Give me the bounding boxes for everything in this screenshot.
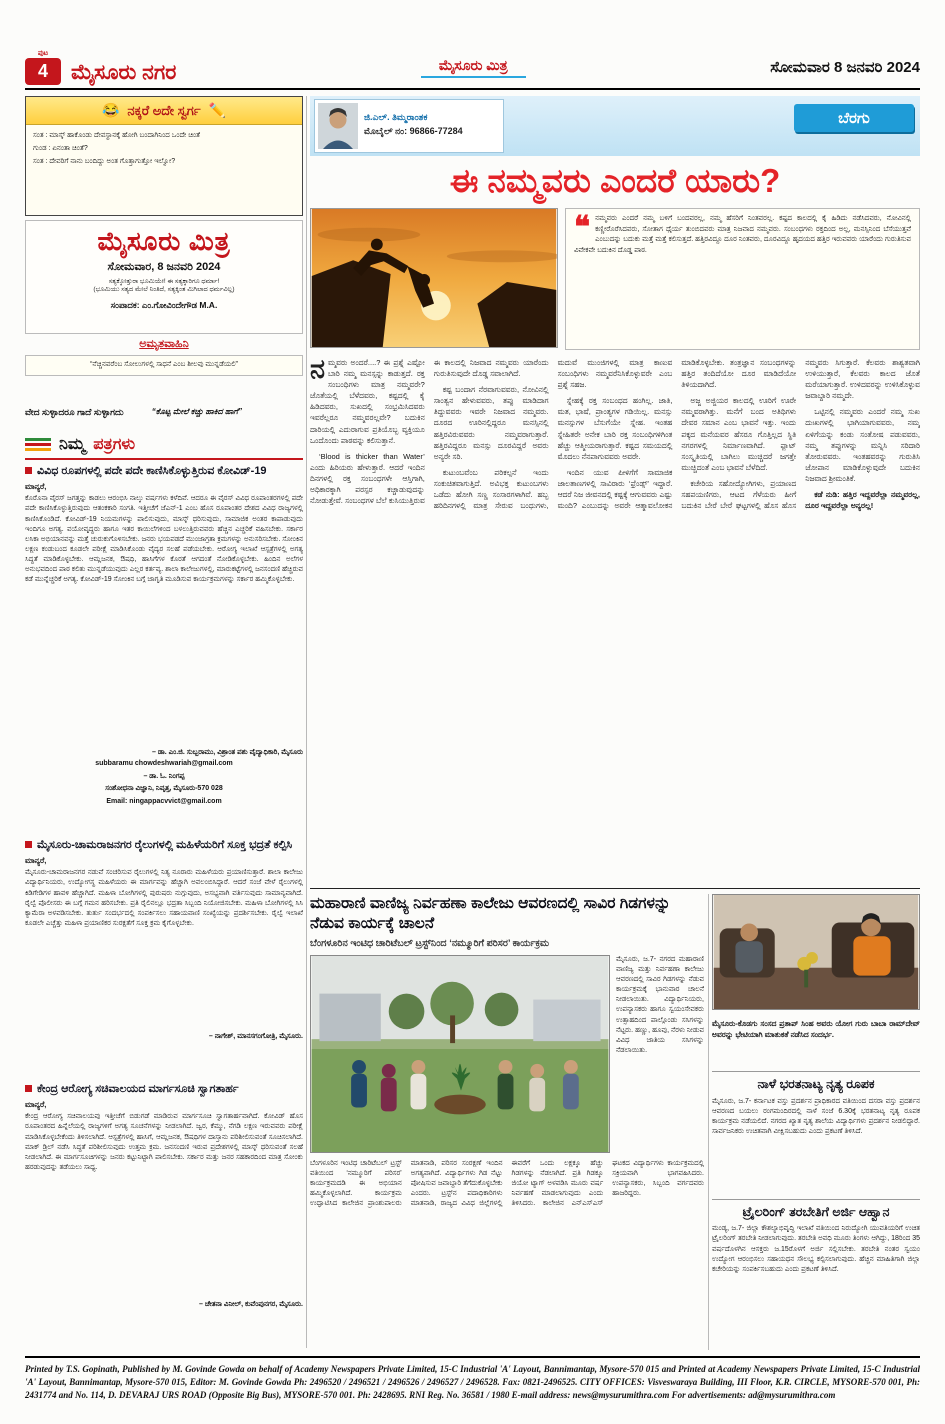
- opinion-paragraph: ಕುಟುಂಬವೆಂಬ ಪರಿಕಲ್ಪನೆ ಇಂದು ಸಂಕುಚಿತವಾಗುತ್ತಿದೆ. ಅವಿಭಕ್ತ ಕುಟುಂಬಗಳು ಒಡೆದು ಹೋಗಿ ಸಣ್ಣ ಸಂಸಾರಗಳಾಗಿವೆ. ಹಬ್ಬ ಹರಿದಿನಗಳಲ್ಲಿ ಮಾತ್ರ ಸೇರುವ ಬಂಧುಗಳು, ಮದುವೆ ಮುಂಜಿಗಳಲ್ಲಿ ಮಾತ್ರ ಕಾಣುವ ಸಂಬಂಧಿಗಳು ನಮ್ಮವರೆನಿಸಿಕೊಳ್ಳುವರೇ ಎಂಬ ಪ್ರಶ್ನೆ ಸಹಜ.: [433, 358, 673, 511]
- letter-1-headline: ವಿವಿಧ ರೂಪಗಳಲ್ಲಿ ಪದೇ ಪದೇ ಕಾಣಿಸಿಕೊಳ್ಳುತ್ತಿರುವ ಕೋವಿಡ್-19: [37, 465, 267, 477]
- joke-line: ಸಂತ : ಮಾಸ್ಕ್ ಹಾಕೊಂಡು ದೇವಸ್ಥಾನಕ್ಕೆ ಹೋಗಿ ಬಂದಾಗಿನಿಂದ ಒಂದೇ ಚಿಂತೆ: [33, 132, 201, 139]
- laughing-emoji-icon: 😂: [101, 102, 120, 118]
- edition-date: ಸೋಮವಾರ 8 ಜನವರಿ 2024: [770, 58, 920, 76]
- letter-3-salutation: ಮಾನ್ಯರೆ,: [25, 1100, 47, 1110]
- masthead-motto: ಸತ್ಯಕ್ಕೋತ್ತುರಾ ಭೂಮಿಯೇ! ಈ ಸತ್ಯಕ್ಕಾರಿಗೂ ಧರ್ಮಾ!: [108, 278, 220, 285]
- right-column: [712, 894, 920, 1352]
- planting-lead-text: ಮೈಸೂರು, ಜ.7- ನಗರದ ಮಹಾರಾಣಿ ವಾಣಿಜ್ಯ ಮತ್ತು ನಿರ್ವಹಣಾ ಕಾಲೇಜು ಆವರಣದಲ್ಲಿ ಸಾವಿರ ಗಿಡಗಳನ್ನು ನೆಡುವ ಕಾರ್ಯಕ್ರಮಕ್ಕೆ ಭಾನುವಾರ ಚಾಲನೆ ನೀಡಲಾಯಿತು. ವಿದ್ಯಾರ್ಥಿನಿಯರು, ಉಪನ್ಯಾಸಕರು ಹಾಗೂ ಸ್ವಯಂಸೇವಕರು ಉತ್ಸಾಹದಿಂದ ಪಾಲ್ಗೊಂಡು ಸಸಿಗಳನ್ನು ನೆಟ್ಟರು. ಹಣ್ಣು, ಹೂವು, ನೆರಳು ನೀಡುವ ವಿವಿಧ ಜಾತಿಯ ಸಸಿಗಳನ್ನು ನೆಡಲಾಯಿತು.: [616, 955, 704, 1054]
- quote-icon: ❝: [574, 211, 591, 244]
- bullet-square-icon: [25, 841, 32, 848]
- letters-title-word2: ಪತ್ರಗಳು: [93, 435, 136, 453]
- letter-1: [25, 464, 303, 832]
- letter-2-salutation: ಮಾನ್ಯರೆ,: [25, 856, 47, 866]
- publisher-imprint: Printed by T.S. Gopinath, Published by M. Govinde Gowda on behalf of Academy Newspapers Private Limited, 15-C Industrial 'A' Layout, Bannimantap, Mysore-570 015 and Printed at Academy Newspapers Private Limited, 15-C Industrial 'A' Layout, Bannimantap, Mysore-570 015, Editor: M. Govinde Gowda Ph: 2496520 / 2496521 / 2496526 / 2496527 / 2496528. Fax: 0821-2496525. CITY OFFICES: Visveswaraya Building, III Floor, K.R. CIRCLE, MYSORE-570 001, Ph: 2431774 and No. 114, D. DEVARAJ URS ROAD (Opposite Big Bus), MYSORE-570 001. Ph: 2428695. RNI Reg. No. 36581 / 1980 E-mail address: news@mysurumithra.com For advertisements: ad@mysurumithra.com: [25, 1356, 920, 1402]
- helping-hand-sunset-photo: [310, 208, 558, 348]
- page-number-label: ಪುಟ: [37, 49, 49, 57]
- letter-1-cosigner-title: ಸಂಶೋಧನಾ ವಿಜ್ಞಾನಿ, ನಿವೃತ್ತ, ಮೈಸೂರು-570 028: [105, 785, 223, 793]
- joke-line: ಗುಂಡ : ಏನಂತಾ ಚಿಂತೆ?: [33, 145, 88, 153]
- planting-headline: ಮಹಾರಾಣಿ ವಾಣಿಜ್ಯ ನಿರ್ವಹಣಾ ಕಾಲೇಜು ಆವರಣದಲ್ಲಿ ಸಾವಿರ ಗಿಡಗಳನ್ನು ನೆಡುವ ಕಾರ್ಯಕ್ಕೆ ಚಾಲನೆ: [310, 895, 671, 932]
- letter-1-email: subbaramu chowdeshwariah@gmail.com: [95, 760, 233, 768]
- bharatanatya-body: ಮೈಸೂರು, ಜ.7- ಕರ್ನಾಟಕ ವಸ್ತು ಪ್ರದರ್ಶನ ಪ್ರಾಧಿಕಾರದ ವತಿಯಿಂದ ದಸರಾ ವಸ್ತು ಪ್ರದರ್ಶನ ಆವರಣದ ಬಯಲು ರಂಗಮಂದಿರದಲ್ಲಿ ನಾಳೆ ಸಂಜೆ 6.30ಕ್ಕೆ ಭರತನಾಟ್ಯ ನೃತ್ಯ ರೂಪಕ ಕಾರ್ಯಕ್ರಮ ನಡೆಯಲಿದೆ. ನಗರದ ಖ್ಯಾತ ನೃತ್ಯ ಶಾಲೆಯ ವಿದ್ಯಾರ್ಥಿಗಳು ಪ್ರದರ್ಶನ ನೀಡಲಿದ್ದಾರೆ. ಸಾರ್ವಜನಿಕರು ಉಚಿತವಾಗಿ ವೀಕ್ಷಿಸಬಹುದು ಎಂದು ಪ್ರಕಟಣೆ ತಿಳಿಸಿದೆ.: [712, 1097, 920, 1136]
- tree-planting-photo: [310, 955, 610, 1153]
- masthead-box: [25, 220, 303, 334]
- letter-3-headline: ಕೇಂದ್ರ ಆರೋಗ್ಯ ಸಚಿವಾಲಯದ ಮಾರ್ಗಸೂಚಿ ಸ್ವಾಗತಾರ್ಹ: [37, 1083, 239, 1095]
- meeting-photo-caption: ಮೈಸೂರು-ಕೊಡಗು ಸಂಸದ ಪ್ರತಾಪ್ ಸಿಂಹ ಅವರು ಯೋಗ ಗುರು ಬಾಬಾ ರಾಮ್‌ದೇವ್ ಅವರನ್ನು ಭೇಟಿಯಾಗಿ ಮಾತುಕತೆ ನಡೆಸಿದ ಸಂದರ್ಭ.: [712, 1019, 920, 1039]
- opinion-paragraph: ಒಟ್ಟಿನಲ್ಲಿ ನಮ್ಮವರು ಎಂದರೆ ನಮ್ಮ ಸುಖ ದುಃಖಗಳಲ್ಲಿ ಭಾಗಿಯಾಗುವವರು, ನಮ್ಮ ಏಳಿಗೆಯನ್ನು ಕಂಡು ಸಂತೋಷ ಪಡುವವರು, ನಮ್ಮ ತಪ್ಪುಗಳನ್ನು ಮನ್ನಿಸಿ ಸರಿದಾರಿ ತೋರುವವರು. ಇಂತಹವರನ್ನು ಗುರುತಿಸಿ ಜೋಪಾನ ಮಾಡಿಕೊಳ್ಳುವುದೇ ಬದುಕಿನ ನಿಜವಾದ ಶ್ರೀಮಂತಿಕೆ.: [805, 407, 920, 483]
- letter-1-salutation: ಮಾನ್ಯರೆ,: [25, 482, 47, 492]
- opinion-paragraph: ಅಜ್ಜ ಅಜ್ಜಿಯರ ಕಾಲದಲ್ಲಿ ಊರಿಗೆ ಊರೇ ನಮ್ಮವರಾಗಿತ್ತು. ಮನೆಗೆ ಬಂದ ಅತಿಥಿಗಳು ದೇವರ ಸಮಾನ ಎಂಬ ಭಾವನೆ ಇತ್ತು. ಇಂದು ಪಕ್ಕದ ಮನೆಯವರ ಹೆಸರೂ ಗೊತ್ತಿಲ್ಲದ ಸ್ಥಿತಿ ನಗರಗಳಲ್ಲಿ ನಿರ್ಮಾಣವಾಗಿದೆ. ಫ್ಲಾಟ್ ಸಂಸ್ಕೃತಿಯಲ್ಲಿ ಬಾಗಿಲು ಮುಚ್ಚಿದರೆ ಜಗತ್ತೇ ಮುಚ್ಚಿದಂತೆ ಎಂಬ ಭಾವನೆ ಬೆಳೆದಿದೆ.: [681, 396, 797, 472]
- letter-1-body: ಕೊರೊನಾ ವೈರಸ್ ಜಗತ್ತನ್ನು ಕಾಡಲು ಆರಂಭಿಸಿ ನಾಲ್ಕು ವರ್ಷಗಳು ಕಳೆದಿವೆ. ಆದರೂ ಈ ವೈರಸ್ ವಿವಿಧ ರೂಪಾಂತರಗಳಲ್ಲಿ ಪದೇ ಪದೇ ಕಾಣಿಸಿಕೊಳ್ಳುತ್ತಿರುವುದು ಆತಂಕಕಾರಿ ಸಂಗತಿ. ಇತ್ತೀಚೆಗೆ ಜೆಎನ್-1 ಎಂಬ ಹೊಸ ರೂಪಾಂತರ ದೇಶದ ವಿವಿಧ ರಾಜ್ಯಗಳಲ್ಲಿ ಕಾಣಿಸಿಕೊಂಡಿದೆ. ಕೋವಿಡ್-19 ನಿಯಮಗಳನ್ನು ಪಾಲಿಸುವುದು, ಮಾಸ್ಕ್ ಧರಿಸುವುದು, ಸಾಮಾಜಿಕ ಅಂತರ ಕಾಪಾಡುವುದು ಇಂದಿಗೂ ಅಗತ್ಯ. ವಯೋವೃದ್ಧರು ಹಾಗೂ ಇತರ ಕಾಯಿಲೆಗಳಿಂದ ಬಳಲುತ್ತಿರುವವರು ಹೆಚ್ಚಿನ ಎಚ್ಚರಿಕೆ ವಹಿಸಬೇಕು. ಸರ್ಕಾರ ಲಸಿಕಾ ಅಭಿಯಾನವನ್ನು ಮತ್ತೆ ಚುರುಕುಗೊಳಿಸಬೇಕು. ಜನರು ಭಯಪಡದೆ ಮುಂಜಾಗ್ರತಾ ಕ್ರಮಗಳನ್ನು ಅನುಸರಿಸಬೇಕು. ಸೋಂಕಿನ ಲಕ್ಷಣ ಕಂಡುಬಂದ ಕೂಡಲೇ ಪರೀಕ್ಷೆ ಮಾಡಿಸಿಕೊಂಡು ವೈದ್ಯರ ಸಲಹೆ ಪಡೆಯಬೇಕು. ಆರೋಗ್ಯ ಇಲಾಖೆ ಆಸ್ಪತ್ರೆಗಳಲ್ಲಿ ಅಗತ್ಯ ಸಿದ್ಧತೆ ಮಾಡಿಕೊಳ್ಳಬೇಕು. ಆಮ್ಲಜನಕ, ಔಷಧಿ, ಹಾಸಿಗೆಗಳ ಕೊರತೆ ಆಗದಂತೆ ನೋಡಿಕೊಳ್ಳಬೇಕು. ಹಿಂದಿನ ಅಲೆಗಳ ಅನುಭವದಿಂದ ಪಾಠ ಕಲಿತು ಮುನ್ನಡೆಯುವುದು ಎಲ್ಲರ ಕರ್ತವ್ಯ. ಶಾಲಾ ಕಾಲೇಜುಗಳಲ್ಲಿ, ಮಾರುಕಟ್ಟೆಗಳಲ್ಲಿ ಜನಸಂದಣಿ ಹೆಚ್ಚಿರುವ ಕಡೆ ಮುನ್ನೆಚ್ಚರಿಕೆ ಅಗತ್ಯ. ಕೋವಿಡ್-19 ಸೋಂಕಿನ ಬಗ್ಗೆ ಜಾಗೃತಿ ಮೂಡಿಸುವ ಕಾರ್ಯಕ್ರಮಗಳನ್ನು ಸರ್ಕಾರ ಹಮ್ಮಿಕೊಳ್ಳಬೇಕು.: [25, 495, 303, 584]
- author-photo: [318, 103, 358, 149]
- proverb-block: [25, 394, 303, 430]
- author-mobile: ಮೊಬೈಲ್ ನಂ: 96866-77284: [364, 125, 463, 136]
- letter-1-cosigner-email: Email: ningappacvvict@gmail.com: [106, 797, 222, 805]
- letter-2-headline: ಮೈಸೂರು-ಚಾಮರಾಜನಗರ ರೈಲುಗಳಲ್ಲಿ ಮಹಿಳೆಯರಿಗೆ ಸೂಕ್ತ ಭದ್ರತೆ ಕಲ್ಪಿಸಿ: [37, 839, 293, 851]
- masthead-motto-translation: (ಭೂಮಿಯು ಸತ್ಯದ ಮೇಲೆ ನಿಂತಿದೆ, ಸತ್ಯಕ್ಕಿಂತ ಮಿಗಿಲಾದ ಧರ್ಮವಿಲ್ಲ): [93, 286, 235, 293]
- masthead-small: ಮೈಸೂರು ಮಿತ್ರ: [421, 57, 526, 78]
- opinion-paragraph: ಇಂದಿನ ಯುವ ಪೀಳಿಗೆಗೆ ಸಾಮಾಜಿಕ ಜಾಲತಾಣಗಳಲ್ಲಿ ಸಾವಿರಾರು ‘ಫ್ರೆಂಡ್ಸ್’ ಇದ್ದಾರೆ. ಆದರೆ ನಿಜ ಜೀವನದಲ್ಲಿ ಕಷ್ಟಕ್ಕೆ ಆಗುವವರು ಎಷ್ಟು ಮಂದಿ? ಎಂಬುದನ್ನು ಅವರೇ ಆತ್ಮಾವಲೋಕನ ಮಾಡಿಕೊಳ್ಳಬೇಕು. ತಂತ್ರಜ್ಞಾನ ಸಂಬಂಧಗಳನ್ನು ಹತ್ತಿರ ತಂದಿದೆಯೋ ದೂರ ಮಾಡಿದೆಯೋ ತಿಳಿಯದಾಗಿದೆ.: [557, 358, 797, 511]
- letter-1-cosigner: – ಡಾ. ಓ. ನಿಂಗಪ್ಪ: [143, 772, 185, 780]
- column-rule-2: [708, 894, 709, 1350]
- joke-box-title: ನಕ್ಕರೆ ಅದೇ ಸ್ವರ್ಗ: [127, 102, 201, 118]
- bharatanatya-headline: ನಾಳೆ ಭರತನಾಟ್ಯ ನೃತ್ಯ ರೂಪಕ: [757, 1077, 875, 1091]
- opinion-paragraph: ಸ್ನೇಹಕ್ಕೆ ರಕ್ತ ಸಂಬಂಧದ ಹಂಗಿಲ್ಲ. ಜಾತಿ, ಮತ, ಭಾಷೆ, ಪ್ರಾಂತ್ಯಗಳ ಗಡಿಯಿಲ್ಲ. ಮನಸ್ಸು ಮನಸ್ಸುಗಳ ಬೆಸುಗೆಯೇ ಸ್ನೇಹ. ಇಂತಹ ಸ್ನೇಹಿತರೇ ಅನೇಕ ಬಾರಿ ರಕ್ತ ಸಂಬಂಧಿಗಳಿಗಿಂತ ಹೆಚ್ಚು ಆತ್ಮೀಯರಾಗುತ್ತಾರೆ. ಕಷ್ಟದ ಸಮಯದಲ್ಲಿ ಮೊದಲು ನೆನಪಾಗುವವರು ಅವರೇ.: [557, 396, 673, 461]
- section-divider-rule: [310, 888, 920, 889]
- masthead-date: ಸೋಮವಾರ, 8 ಜನವರಿ 2024: [107, 261, 221, 273]
- proverb-quote: “ಕೊಟ್ಟ ಮೇಲೆ ಕಚ್ಚು ಹಾಕಿದ ಹಾಗೆ”: [151, 406, 242, 416]
- tree-planting-article: [310, 894, 704, 1352]
- masthead-title: ಮೈಸೂರು ಮಿತ್ರ: [97, 227, 231, 256]
- tailoring-body: ಮಂಡ್ಯ, ಜ.7- ಜಿಲ್ಲಾ ಕೌಶಲ್ಯಾಭಿವೃದ್ಧಿ ಇಲಾಖೆ ವತಿಯಿಂದ ನಿರುದ್ಯೋಗಿ ಯುವತಿಯರಿಗೆ ಉಚಿತ ಟ್ರೈಲರಿಂಗ್ ತರಬೇತಿ ನೀಡಲಾಗುವುದು. ತರಬೇತಿ ಅವಧಿ ಮೂರು ತಿಂಗಳು ಆಗಿದ್ದು, 18ರಿಂದ 35 ವರ್ಷದೊಳಗಿನ ಆಸಕ್ತರು ಜ.15ರೊಳಗೆ ಅರ್ಜಿ ಸಲ್ಲಿಸಬೇಕು. ತರಬೇತಿ ನಂತರ ಸ್ವಯಂ ಉದ್ಯೋಗ ಆರಂಭಿಸಲು ಸಹಾಯಧನ ಸೌಲಭ್ಯ ಕಲ್ಪಿಸಲಾಗುವುದು. ಹೆಚ್ಚಿನ ಮಾಹಿತಿಗಾಗಿ ಜಿಲ್ಲಾ ಕಚೇರಿಯನ್ನು ಸಂಪರ್ಕಿಸಬಹುದು ಎಂದು ಪ್ರಕಟಣೆ ತಿಳಿಸಿದೆ.: [712, 1225, 920, 1273]
- editor-line: ಸಂಪಾದಕ: ಎಂ.ಗೋವಿಂದೇಗೌಡ M.A.: [110, 300, 218, 310]
- column-kicker-badge: ಬೆರಗು: [794, 104, 914, 132]
- letters-section-header: [25, 434, 303, 460]
- page-number-badge: 4: [25, 58, 61, 85]
- tailoring-article: [712, 1199, 920, 1352]
- opinion-article: [310, 96, 920, 884]
- letter-2: [25, 838, 303, 1076]
- decorative-stripes-icon: [25, 438, 51, 451]
- letters-title-word1: ನಿಮ್ಮ: [59, 435, 86, 453]
- bharatanatya-article: [712, 1071, 920, 1193]
- amruthavahini-quote: “ನೆಚ್ಚಿನವರೆಂಬ ಸೋಲುಗಳಲ್ಲಿ ಸಾಧನೆ ಎಂಬ ಶೀಲವು ಮುನ್ನಡೆಯಲಿ”: [25, 355, 303, 376]
- planting-body: ಬೆಂಗಳೂರಿನ ಇಂಟಿಧ ಚಾರಿಟೆಬಲ್ ಟ್ರಸ್ಟ್ ವತಿಯಿಂದ ‘ನಮ್ಮೂರಿಗೆ ಪರಿಸರ’ ಕಾರ್ಯಕ್ರಮದಡಿ ಈ ಅಭಿಯಾನ ಹಮ್ಮಿಕೊಳ್ಳಲಾಗಿದೆ. ಕಾರ್ಯಕ್ರಮ ಉದ್ಘಾಟಿಸಿದ ಕಾಲೇಜಿನ ಪ್ರಾಂಶುಪಾಲರು ಮಾತನಾಡಿ, ಪರಿಸರ ಸಂರಕ್ಷಣೆ ಇಂದಿನ ಅಗತ್ಯವಾಗಿದೆ. ವಿದ್ಯಾರ್ಥಿಗಳು ಗಿಡ ನೆಟ್ಟು ಪೋಷಿಸುವ ಜವಾಬ್ದಾರಿ ತೆಗೆದುಕೊಳ್ಳಬೇಕು ಎಂದರು. ಟ್ರಸ್ಟ್‌ನ ಪದಾಧಿಕಾರಿಗಳು ಮಾತನಾಡಿ, ರಾಜ್ಯದ ವಿವಿಧ ಜಿಲ್ಲೆಗಳಲ್ಲಿ ಈವರೆಗೆ ಒಂದು ಲಕ್ಷಕ್ಕೂ ಹೆಚ್ಚು ಗಿಡಗಳನ್ನು ನೆಡಲಾಗಿದೆ. ಪ್ರತಿ ಗಿಡಕ್ಕೂ ಜಿಯೋ ಟ್ಯಾಗ್ ಅಳವಡಿಸಿ ಮೂರು ವರ್ಷ ನಿರ್ವಹಣೆ ಮಾಡಲಾಗುವುದು ಎಂದು ತಿಳಿಸಿದರು. ಕಾಲೇಜಿನ ಎನ್‌ಎಸ್‌ಎಸ್ ಘಟಕದ ವಿದ್ಯಾರ್ಥಿಗಳು ಕಾರ್ಯಕ್ರಮದಲ್ಲಿ ಸಕ್ರಿಯವಾಗಿ ಭಾಗವಹಿಸಿದರು. ಉಪನ್ಯಾಸಕರು, ಸಿಬ್ಬಂದಿ ವರ್ಗದವರು ಹಾಜರಿದ್ದರು.: [310, 1159, 704, 1208]
- joke-box: [25, 96, 303, 216]
- author-card: [314, 99, 504, 153]
- letter-3-signature: – ಚೇತನಾ ವಿನೀಲ್, ಕುವೆಂಪುನಗರ, ಮೈಸೂರು.: [199, 1301, 303, 1309]
- opinion-paragraph: ಕಷ್ಟ ಬಂದಾಗ ನೆರವಾಗುವವರು, ನೋವಿನಲ್ಲಿ ಸಾಂತ್ವನ ಹೇಳುವವರು, ತಪ್ಪು ಮಾಡಿದಾಗ ತಿದ್ದುವವರು ಇವರೇ ನಿಜವಾದ ನಮ್ಮವರು. ದೂರದ ಊರಿನಲ್ಲಿದ್ದರೂ ಮನಸ್ಸಿನಲ್ಲಿ ಹತ್ತಿರವಿರುವವರು ನಮ್ಮವರಾಗುತ್ತಾರೆ. ಹತ್ತಿರವಿದ್ದರೂ ಮನಸ್ಸು ದೂರವಿದ್ದರೆ ಅವರು ಅನ್ಯರೇ ಸರಿ.: [433, 385, 549, 461]
- column-rule: [306, 96, 307, 1348]
- amruthavahini-label: ಅಮೃತವಾಹಿನಿ: [139, 338, 189, 350]
- bullet-square-icon: [25, 1085, 32, 1092]
- letter-2-body: ಮೈಸೂರು-ಚಾಮರಾಜನಗರ ನಡುವೆ ಸಂಚರಿಸುವ ರೈಲುಗಳಲ್ಲಿ ನಿತ್ಯ ನೂರಾರು ಮಹಿಳೆಯರು ಪ್ರಯಾಣಿಸುತ್ತಾರೆ. ಶಾಲಾ ಕಾಲೇಜು ವಿದ್ಯಾರ್ಥಿನಿಯರು, ಉದ್ಯೋಗಸ್ಥ ಮಹಿಳೆಯರು ಈ ಮಾರ್ಗವನ್ನು ಹೆಚ್ಚಾಗಿ ಅವಲಂಬಿಸಿದ್ದಾರೆ. ಆದರೆ ಸಂಜೆ ವೇಳೆ ರೈಲುಗಳಲ್ಲಿ ಕಿಡಿಗೇಡಿಗಳ ಹಾವಳಿ ಹೆಚ್ಚಾಗಿದೆ. ಮಹಿಳಾ ಬೋಗಿಗಳಲ್ಲಿ ಪುರುಷರು ನುಗ್ಗುವುದು, ಅಸಭ್ಯವಾಗಿ ವರ್ತಿಸುವುದು ಸಾಮಾನ್ಯವಾಗಿದೆ. ರೈಲ್ವೆ ಪೊಲೀಸರು ಈ ಬಗ್ಗೆ ಗಮನ ಹರಿಸಬೇಕು. ಪ್ರತಿ ರೈಲಿನಲ್ಲೂ ಭದ್ರತಾ ಸಿಬ್ಬಂದಿ ನಿಯೋಜಿಸಬೇಕು. ಮಹಿಳಾ ಬೋಗಿಗಳಲ್ಲಿ ಸಿಸಿ ಕ್ಯಾಮೆರಾ ಅಳವಡಿಸಬೇಕು. ತುರ್ತು ಸಂದರ್ಭದಲ್ಲಿ ಸಂಪರ್ಕಿಸಲು ಸಹಾಯವಾಣಿ ಸಂಖ್ಯೆಯನ್ನು ಪ್ರದರ್ಶಿಸಬೇಕು. ರೈಲ್ವೆ ಇಲಾಖೆ ಕೂಡಲೇ ಎಚ್ಚೆತ್ತು ಮಹಿಳಾ ಪ್ರಯಾಣಿಕರ ಸುರಕ್ಷತೆಗೆ ಸೂಕ್ತ ಕ್ರಮ ಕೈಗೊಳ್ಳಬೇಕು.: [25, 869, 303, 927]
- letter-2-signature: – ನಾಗೇಶ್, ಮಾನಸಗಂಗೋತ್ರಿ, ಮೈಸೂರು.: [208, 1033, 303, 1041]
- mp-ramdev-meeting-photo: [712, 894, 920, 1010]
- proverb-title: ವೇದ ಸುಳ್ಳಾದರೂ ಗಾದೆ ಸುಳ್ಳಾಗದು: [25, 406, 124, 417]
- letter-3-body: ಕೇಂದ್ರ ಆರೋಗ್ಯ ಸಚಿವಾಲಯವು ಇತ್ತೀಚೆಗೆ ಬಿಡುಗಡೆ ಮಾಡಿರುವ ಮಾರ್ಗಸೂಚಿ ಸ್ವಾಗತಾರ್ಹವಾಗಿದೆ. ಕೋವಿಡ್ ಹೊಸ ರೂಪಾಂತರದ ಹಿನ್ನೆಲೆಯಲ್ಲಿ ರಾಜ್ಯಗಳಿಗೆ ಅಗತ್ಯ ಸೂಚನೆಗಳನ್ನು ನೀಡಲಾಗಿದೆ. ಜ್ವರ, ಕೆಮ್ಮು, ನೆಗಡಿ ಲಕ್ಷಣ ಇರುವವರು ಪರೀಕ್ಷೆ ಮಾಡಿಸಿಕೊಳ್ಳಬೇಕೆಂದು ತಿಳಿಸಲಾಗಿದೆ. ಆಸ್ಪತ್ರೆಗಳಲ್ಲಿ ಹಾಸಿಗೆ, ಆಮ್ಲಜನಕ, ಔಷಧಿಗಳ ದಾಸ್ತಾನು ಪರಿಶೀಲಿಸುವಂತೆ ಸೂಚಿಸಲಾಗಿದೆ. ಮಾಕ್ ಡ್ರಿಲ್ ನಡೆಸಿ ಸಿದ್ಧತೆ ಪರಿಶೀಲಿಸುವುದು ಉತ್ತಮ ಕ್ರಮ. ಜನಸಂದಣಿ ಇರುವ ಪ್ರದೇಶಗಳಲ್ಲಿ ಮಾಸ್ಕ್ ಧರಿಸುವಂತೆ ಸಲಹೆ ನೀಡಲಾಗಿದೆ. ಈ ಮಾರ್ಗಸೂಚಿಗಳನ್ನು ಜನರು ಕಟ್ಟುನಿಟ್ಟಾಗಿ ಪಾಲಿಸಬೇಕು. ಸರ್ಕಾರ ಮತ್ತು ಜನರ ಸಹಕಾರದಿಂದ ಮಾತ್ರ ಸೋಂಕು ಹರಡುವುದನ್ನು ತಡೆಯಲು ಸಾಧ್ಯ.: [25, 1113, 303, 1171]
- pull-quote-text: ನಮ್ಮವರು ಎಂದರೆ ನಮ್ಮ ಬಳಿಗೆ ಬಂದವರಲ್ಲ, ನಮ್ಮ ಹೆಸರಿಗೆ ನಿಂತವರಲ್ಲ. ಕಷ್ಟದ ಕಾಲದಲ್ಲಿ ಕೈ ಹಿಡಿದು ನಡೆಸಿದವರು, ನೋವಿನಲ್ಲಿ ಕಣ್ಣೀರೊರೆಸಿದವರು, ಸೋತಾಗ ಧೈರ್ಯ ತುಂಬಿದವರು ಮಾತ್ರ ನಿಜವಾದ ನಮ್ಮವರು. ಸಂಬಂಧಗಳು ರಕ್ತದಿಂದ ಅಲ್ಲ, ಮನಸ್ಸಿನಿಂದ ಬೆಸೆಯುತ್ತವೆ ಎಂಬುದನ್ನು ಬದುಕು ಮತ್ತೆ ಮತ್ತೆ ಕಲಿಸುತ್ತದೆ. ಹತ್ತಿರವಿದ್ದೂ ದೂರ ನಿಂತವರು, ದೂರವಿದ್ದೂ ಹೃದಯದ ಹತ್ತಿರ ಇರುವವರು ಯಾರೆಂದು ಗುರುತಿಸುವ ವಿವೇಕವೇ ಬದುಕಿನ ದೊಡ್ಡ ಪಾಠ.: [574, 215, 911, 254]
- opinion-headline: ಈ ನಮ್ಮವರು ಎಂದರೆ ಯಾರು?: [449, 161, 781, 199]
- planting-subhead: ಬೆಂಗಳೂರಿನ ಇಂಟಿಧ ಚಾರಿಟೆಬಲ್ ಟ್ರಸ್ಟ್‌ನಿಂದ ‘ನಮ್ಮೂರಿಗೆ ಪರಿಸರ’ ಕಾರ್ಯಕ್ರಮ: [310, 937, 550, 949]
- opinion-closing-note: ಕಡೆ ನುಡಿ: ಹತ್ತಿರ ಇದ್ದವರೆಲ್ಲಾ ನಮ್ಮವರಲ್ಲ, ದೂರ ಇದ್ದವರೆಲ್ಲಾ ಅನ್ಯರಲ್ಲ!: [805, 490, 920, 511]
- joke-line: ಸಂತ : ದೇವರಿಗೆ ನಾನು ಬಂದಿದ್ದು ಅಂತ ಗೊತ್ತಾಗುತ್ತೋ ಇಲ್ವೋ?: [33, 158, 176, 166]
- opinion-paragraph: ನಮ್ಮವರು ಅಂದರೆ....? ಈ ಪ್ರಶ್ನೆ ಎಷ್ಟೋ ಬಾರಿ ನಮ್ಮ ಮನಸ್ಸನ್ನು ಕಾಡುತ್ತದೆ. ರಕ್ತ ಸಂಬಂಧಿಗಳು ಮಾತ್ರ ನಮ್ಮವರೇ? ಜೊತೆಯಲ್ಲಿ ಬೆಳೆದವರು, ಕಷ್ಟದಲ್ಲಿ ಕೈ ಹಿಡಿದವರು, ಸುಖದಲ್ಲಿ ಸಂಭ್ರಮಿಸಿದವರು ಇವರೆಲ್ಲರೂ ನಮ್ಮವರಲ್ಲವೇ? ಬದುಕಿನ ದಾರಿಯಲ್ಲಿ ಎದುರಾಗುವ ಪ್ರತಿಯೊಬ್ಬ ವ್ಯಕ್ತಿಯೂ ಒಂದೊಂದು ಪಾಠವನ್ನು ಕಲಿಸುತ್ತಾನೆ.: [310, 357, 425, 445]
- opinion-body: [310, 357, 920, 859]
- letter-1-signature: – ಡಾ. ಎಂ.ಜಿ. ಸುಬ್ಬರಾಮು, ವಿಶ್ರಾಂತ ಪಶು ವೈದ್ಯಾಧಿಕಾರಿ, ಮೈಸೂರು: [151, 749, 303, 757]
- tailoring-headline: ಟ್ರೈಲರಿಂಗ್ ತರಬೇತಿಗೆ ಅರ್ಜಿ ಆಹ್ವಾನ: [742, 1204, 890, 1219]
- pull-quote-panel: [565, 208, 920, 350]
- bullet-square-icon: [25, 467, 32, 474]
- opinion-paragraph: ಕಚೇರಿಯ ಸಹೋದ್ಯೋಗಿಗಳು, ಪ್ರಯಾಣದ ಸಹಪಯಣಿಗರು, ಆಟದ ಗೆಳೆಯರು ಹೀಗೆ ಬದುಕಿನ ಬೇರೆ ಬೇರೆ ಘಟ್ಟಗಳಲ್ಲಿ ಹೊಸ ಹೊಸ ನಮ್ಮವರು ಸಿಗುತ್ತಾರೆ. ಕೆಲವರು ಶಾಶ್ವತವಾಗಿ ಉಳಿಯುತ್ತಾರೆ, ಕೆಲವರು ಕಾಲದ ಜೊತೆ ಮರೆಯಾಗುತ್ತಾರೆ. ಉಳಿದವರನ್ನು ಉಳಿಸಿಕೊಳ್ಳುವ ಜವಾಬ್ದಾರಿ ನಮ್ಮದೇ.: [681, 358, 920, 511]
- author-name: ಜಿ.ಎಲ್. ತಿಮ್ಮರಾಂತಕ: [364, 112, 428, 122]
- opinion-top-strip: [310, 96, 920, 156]
- page-header: [25, 50, 920, 90]
- letter-3: [25, 1082, 303, 1344]
- amruthavahini-block: [25, 338, 303, 392]
- pencil-icon: ✏️: [208, 102, 227, 118]
- section-title: ಮೈಸೂರು ನಗರ: [71, 60, 177, 84]
- opinion-paragraph: ‘Blood is thicker than Water’ ಎಂದು ಹಿರಿಯರು ಹೇಳುತ್ತಾರೆ. ಆದರೆ ಇಂದಿನ ದಿನಗಳಲ್ಲಿ ರಕ್ತ ಸಂಬಂಧಗಳೇ ಆಸ್ತಿಗಾಗಿ, ಅಧಿಕಾರಕ್ಕಾಗಿ ಪರಸ್ಪರ ಕಚ್ಚಾಡುವುದನ್ನು ನೋಡುತ್ತೇವೆ. ಸಂಬಂಧಗಳ ಬೆಲೆ ಕುಸಿಯುತ್ತಿರುವ ಈ ಕಾಲದಲ್ಲಿ ನಿಜವಾದ ನಮ್ಮವರು ಯಾರೆಂದು ಗುರುತಿಸುವುದೇ ದೊಡ್ಡ ಸವಾಲಾಗಿದೆ.: [310, 358, 549, 506]
